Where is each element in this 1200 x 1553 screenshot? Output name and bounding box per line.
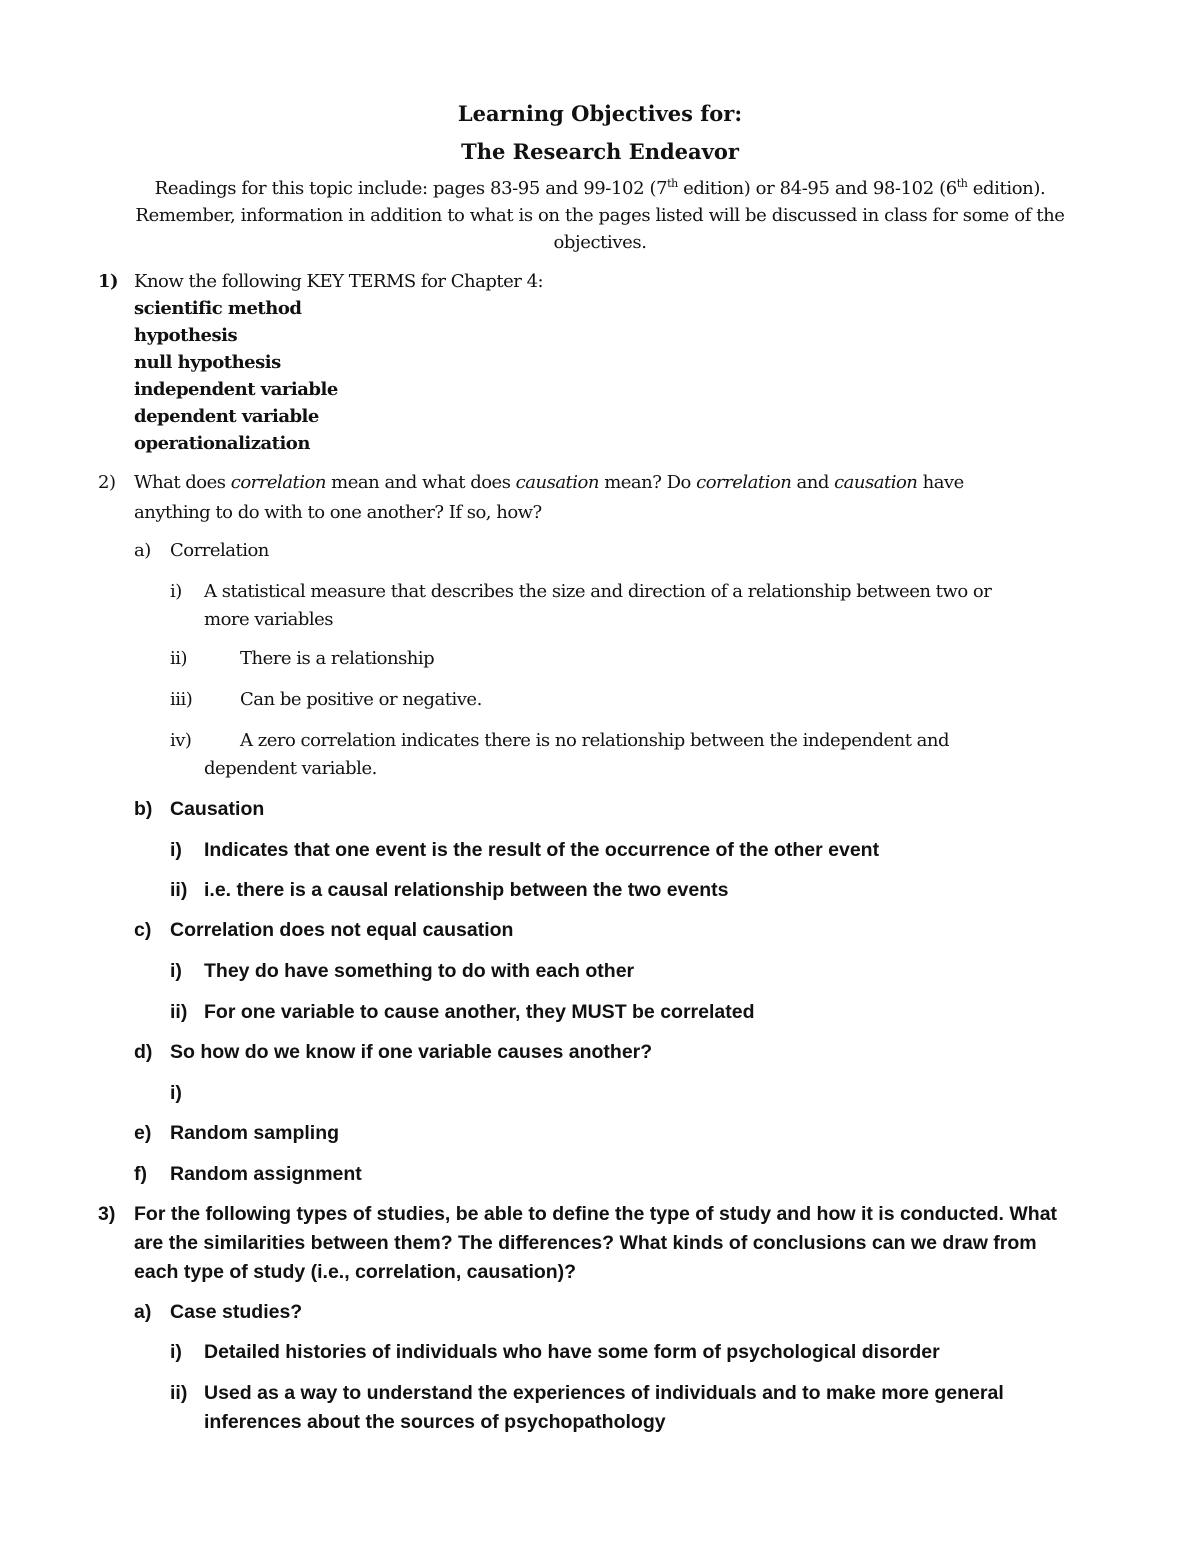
q2a-iii-label: iii) <box>170 689 193 710</box>
q2c-text: Correlation does not equal causation <box>170 919 514 941</box>
q3a-label: a) <box>134 1301 152 1323</box>
key-term: null hypothesis <box>134 352 281 373</box>
q3-line-3: each type of study (i.e., correlation, causation)? <box>134 1261 577 1283</box>
q2b-i-text: Indicates that one event is the result of the occurrence of the other event <box>204 839 880 861</box>
q2a-ii-text: There is a relationship <box>240 648 435 669</box>
q3-number: 3) <box>98 1203 116 1225</box>
q2a-iv-line-1: A zero correlation indicates there is no relationship between the independent and <box>240 730 950 751</box>
q2e-text: Random sampling <box>170 1122 340 1144</box>
q2a-ii-label: ii) <box>170 648 188 669</box>
q2-text: mean and what does <box>325 472 516 493</box>
q2d-label: d) <box>134 1041 153 1063</box>
q2a-text: Correlation <box>170 540 269 561</box>
q1-number: 1) <box>98 271 119 292</box>
q3-line-1: For the following types of studies, be able to define the type of study and how it is conducted. What <box>134 1203 1058 1225</box>
q2-text: have <box>917 472 964 493</box>
q2a-iv-label: iv) <box>170 730 192 751</box>
q2-line-2: anything to do with to one another? If so, how? <box>134 502 542 523</box>
superscript: th <box>667 177 678 190</box>
superscript: th <box>956 177 968 190</box>
q2a-iv-line-2: dependent variable. <box>204 758 377 779</box>
q2a-i-line-2: more variables <box>204 609 334 630</box>
q2c-ii-text: For one variable to cause another, they MUST be correlated <box>204 1001 755 1023</box>
q2b-ii-text: i.e. there is a causal relationship between the two events <box>204 879 729 901</box>
q3a-ii-label: ii) <box>170 1382 188 1404</box>
q2-number: 2) <box>98 472 116 493</box>
q3a-i-text: Detailed histories of individuals who have some form of psychological disorder <box>204 1341 940 1363</box>
q2b-text: Causation <box>170 798 265 820</box>
q2b-ii-label: ii) <box>170 879 188 901</box>
intro-text: edition) or 84-95 and 98-102 (6 <box>677 178 957 199</box>
q2-italic-term: correlation <box>696 472 792 493</box>
key-term: hypothesis <box>134 325 238 346</box>
q2-italic-term: causation <box>515 472 599 493</box>
q2-italic-term: correlation <box>230 472 326 493</box>
key-term: independent variable <box>134 379 338 400</box>
q2a-i-line-1: A statistical measure that describes the size and direction of a relationship between two or <box>204 581 992 602</box>
intro-line-2: Remember, information in addition to what is on the pages listed will be discussed in class for some of the <box>135 205 1065 226</box>
q2c-i-text: They do have something to do with each other <box>204 960 635 982</box>
q3a-text: Case studies? <box>170 1301 303 1323</box>
intro-text: Readings for this topic include: pages 83-95 and 99-102 (7 <box>154 178 668 199</box>
q2c-i-label: i) <box>170 960 182 982</box>
intro-text: edition). <box>967 178 1046 199</box>
q2e-label: e) <box>134 1122 152 1144</box>
q2b-label: b) <box>134 798 153 820</box>
q2-italic-term: causation <box>834 472 918 493</box>
q2b-i-label: i) <box>170 839 182 861</box>
q2-text: What does <box>134 472 231 493</box>
q2f-label: f) <box>134 1163 147 1185</box>
title-line-1: Learning Objectives for: <box>457 101 743 126</box>
q3-line-2: are the similarities between them? The differences? What kinds of conclusions can we draw from <box>134 1232 1037 1254</box>
intro-line-3: objectives. <box>553 232 647 253</box>
key-term: dependent variable <box>134 406 319 427</box>
title-line-2: The Research Endeavor <box>461 139 739 164</box>
intro-line-1 <box>96 175 1104 202</box>
q2-text: and <box>791 472 835 493</box>
q2a-iii-text: Can be positive or negative. <box>240 689 482 710</box>
q2f-text: Random assignment <box>170 1163 362 1185</box>
q1-text: Know the following KEY TERMS for Chapter 4: <box>134 271 544 292</box>
q2d-i-label: i) <box>170 1082 182 1104</box>
q2c-ii-label: ii) <box>170 1001 188 1023</box>
q3a-i-label: i) <box>170 1341 182 1363</box>
q2c-label: c) <box>134 919 152 941</box>
q2a-i-label: i) <box>170 581 182 602</box>
q2a-label: a) <box>134 540 151 561</box>
key-term: operationalization <box>134 433 310 454</box>
q2-text: mean? Do <box>598 472 697 493</box>
q2-line-1 <box>134 469 964 497</box>
q2d-text: So how do we know if one variable causes another? <box>170 1041 653 1063</box>
key-term: scientific method <box>134 298 302 319</box>
q3a-ii-line-1: Used as a way to understand the experiences of individuals and to make more general <box>204 1382 1004 1404</box>
q3a-ii-line-2: inferences about the sources of psychopathology <box>204 1411 666 1433</box>
